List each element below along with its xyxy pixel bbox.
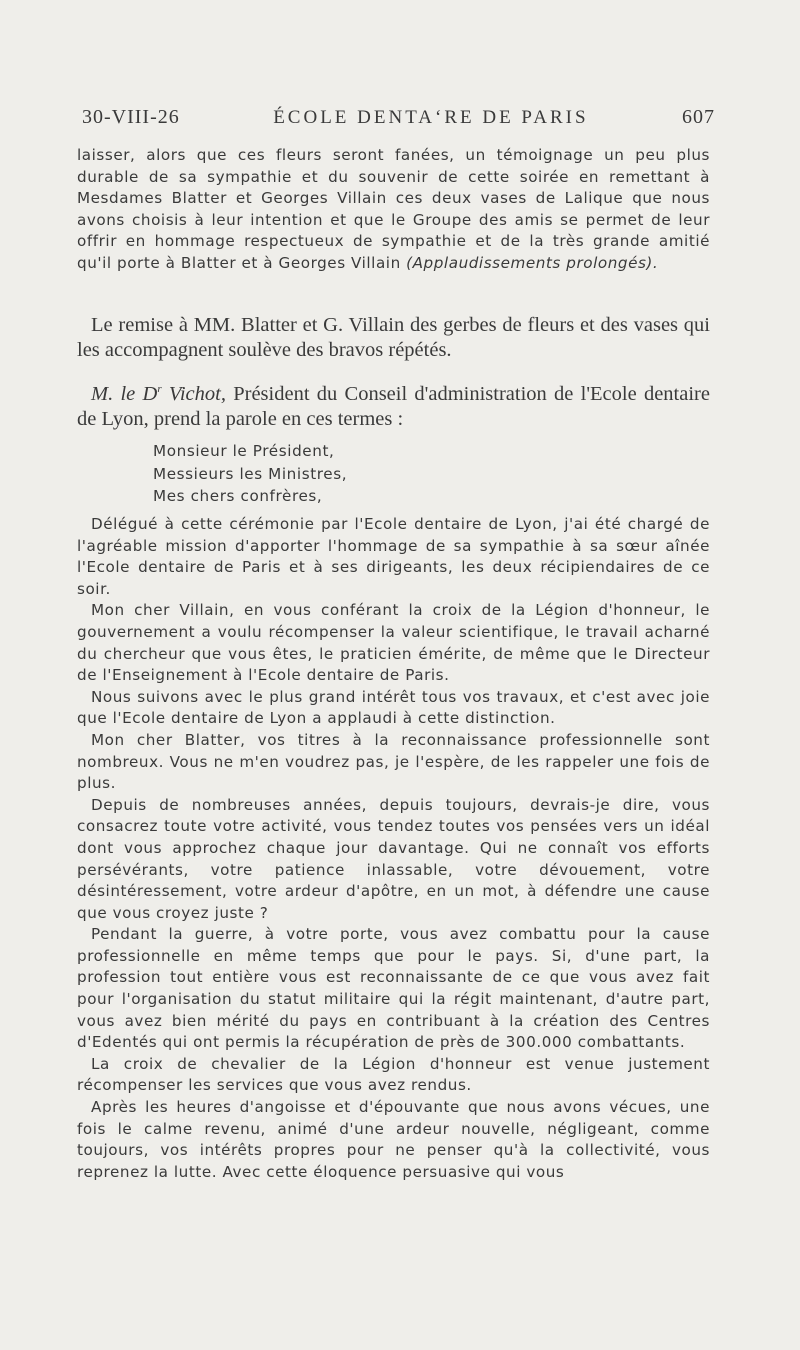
intro-block [77, 145, 710, 275]
speaker-paragraph [77, 377, 710, 432]
intro-paragraph [77, 145, 710, 275]
speech-paragraph: Délégué à cette cérémonie par l'Ecole dentaire de Lyon, j'ai été chargé de l'agréable mission d'apporter l'hommage de sa sympathie à sa sœur aînée l'Ecole dentaire de Paris et à ses dirigeants, les deux récipiendaires de ce soir. [77, 515, 710, 598]
speech-body [77, 514, 710, 1183]
salutation-line: Monsieur le Président, [153, 442, 335, 460]
header-title: ÉCOLE DENTAʻRE DE PARIS [273, 107, 589, 128]
salutation [153, 440, 347, 508]
speech-paragraph: La croix de chevalier de la Légion d'honneur est venue justement récompenser les services que vous avez rendus. [77, 1054, 710, 1095]
header-date: 30-VIII-26 [82, 106, 180, 128]
speech-paragraph: Depuis de nombreuses années, depuis toujours, devrais-je dire, vous consacrez toute votre activité, vous tendez toutes vos pensées vers un idéal dont vous approchez chaque jour davantage. Qui ne connaît vos efforts persévérants, votre patience inlassable, votre dévouement, votre désintéressement, votre ardeur d'apôtre, en un mot, à défendre une cause que vous croyez juste ? [77, 795, 710, 922]
salutation-line: Messieurs les Ministres, [153, 464, 348, 483]
speaker-block [77, 377, 710, 432]
running-header [82, 106, 715, 129]
speech-paragraph: Mon cher Blatter, vos titres à la reconnaissance professionnelle sont nombreux. Vous ne m'en voudrez pas, je l'espère, de les rappeler une fois de plus. [77, 730, 710, 793]
speech-paragraph: Pendant la guerre, à votre porte, vous avez combattu pour la cause professionnelle en même temps que pour le pays. Si, d'une part, la profession tout entière vous est reconnaissante de ce que vous avez fait pour l'organisation du statut militaire qui la régit maintenant, d'autre part, vous avez bien mérité du pays en contribuant à la création des Centres d'Edentés qui ont permis la récupération de près de 300.000 combattants. [77, 925, 710, 1052]
intro-text: laisser, alors que ces fleurs seront fanées, un témoignage un peu plus durable de sa sympathie et du souvenir de cette soirée en remettant à Mesdames Blatter et Georges Villain ces deux vases de Lalique que nous avons choisis à leur intention et que le Groupe des amis se permet de leur offrir en hommage respectueux de sympathie et de la très grande amitié qu'il porte à Blatter et à Georges Villain [77, 146, 710, 272]
speech-paragraph: Mon cher Villain, en vous conférant la croix de la Légion d'honneur, le gouvernement a voulu récompenser la valeur scientifique, le travail acharné du chercheur que vous êtes, le praticien émérite, de même que le Directeur de l'Enseignement à l'Ecole dentaire de Paris. [77, 601, 710, 685]
speaker-text: Président du Conseil d'administration de l'Ecole dentaire de Lyon, prend la parole en ces termes : [77, 382, 710, 430]
applause-note: (Applaudissements prolongés). [406, 253, 659, 272]
page-number: 607 [682, 106, 715, 128]
salutation-line: Mes chers confrères, [153, 487, 323, 505]
speech-paragraph: Après les heures d'angoisse et d'épouvante que nous avons vécues, une fois le calme revenu, animé d'une ardeur nouvelle, négligeant, comme toujours, vos intérêts propres pour ne penser qu'à la collectivité, vous reprenez la lutte. Avec cette éloquence persuasive qui vous [77, 1098, 710, 1181]
speaker-title: M. le $D^r$ Vichot, [91, 382, 226, 405]
remise-paragraph: Le remise à MM. Blatter et G. Villain des gerbes de fleurs et des vases qui les accompagnent soulève des bravos répétés. [77, 314, 710, 361]
remise-block [77, 313, 710, 363]
speech-paragraph: Nous suivons avec le plus grand intérêt tous vos travaux, et c'est avec joie que l'Ecole dentaire de Lyon a applaudi à cette distinction. [77, 687, 710, 728]
